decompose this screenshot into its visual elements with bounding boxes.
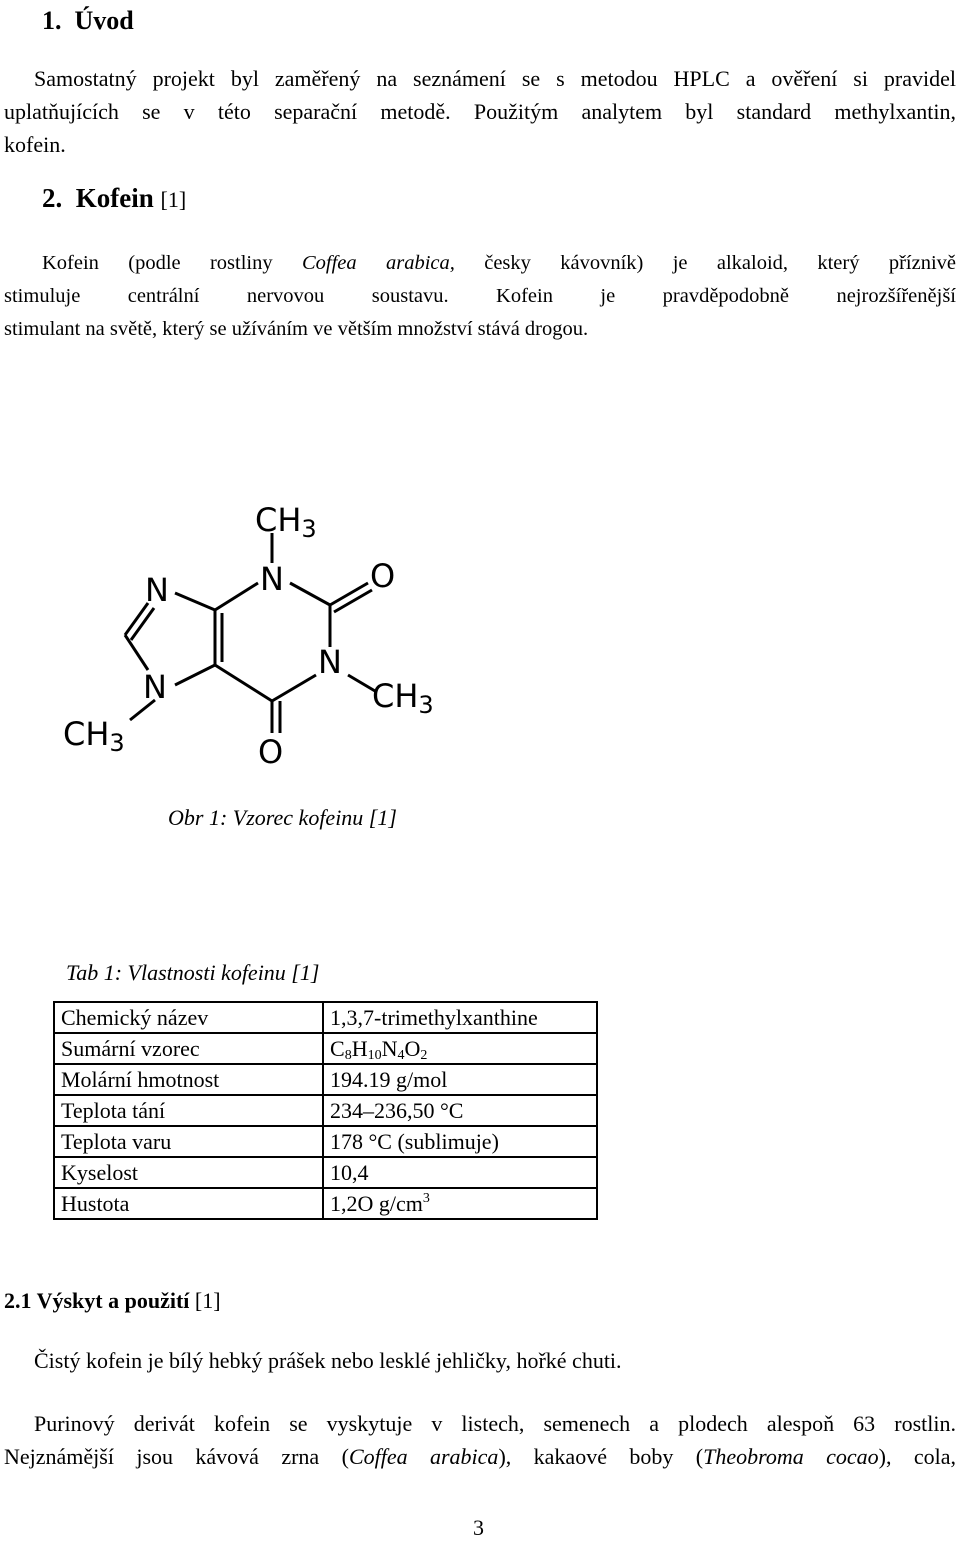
kofein-text: česky kávovník) je alkaloid, který příznivě <box>484 252 956 274</box>
atom-o-carbonyl-bottom: O <box>258 733 284 771</box>
bond <box>125 635 148 670</box>
kofein-line-3: stimulant na světě, který se užíváním ve větším množství stává drogou. <box>4 318 589 340</box>
heading-title: Kofein <box>75 183 154 213</box>
row-label: Chemický název <box>54 1002 323 1033</box>
row-label: Hustota <box>54 1188 323 1219</box>
heading-kofein <box>42 183 186 214</box>
heading-title: Úvod <box>74 6 134 35</box>
pure-caffeine-paragraph: Čistý kofein je bílý hebký prášek nebo lesklé jehličky, hořké chuti. <box>34 1348 622 1373</box>
density-exponent: 3 <box>422 1191 430 1206</box>
intro-line-2: uplatňujících se v této separační metodě. Použitým analytem byl standard methylxantin, <box>4 99 956 124</box>
intro-line-1: Samostatný projekt byl zaměřený na seznámení se s metodou HPLC a ověření si pravidel <box>34 66 956 91</box>
row-value: 1,3,7-trimethylxanthine <box>323 1002 597 1033</box>
row-label: Kyselost <box>54 1157 323 1188</box>
bond <box>215 583 258 610</box>
purine-text: Nejznámější jsou kávová zrna ( <box>4 1444 349 1469</box>
table-row <box>54 1002 597 1033</box>
table-row <box>54 1064 597 1095</box>
bond <box>290 583 330 605</box>
atom-n-top: N <box>260 560 284 598</box>
heading-reference: [1] <box>160 187 187 212</box>
row-value: 194.19 g/mol <box>323 1064 597 1095</box>
species-italic: Coffea arabica, <box>301 252 455 274</box>
row-label: Sumární vzorec <box>54 1033 323 1064</box>
kofein-line-2: stimuluje centrální nervovou soustavu. Kofein je pravděpodobně nejrozšířenější <box>4 285 956 307</box>
kofein-line-1 <box>4 247 956 280</box>
species-italic: Coffea arabica <box>348 1444 499 1469</box>
bond <box>175 665 215 685</box>
bond <box>215 665 272 701</box>
row-value <box>323 1188 597 1219</box>
kofein-paragraph <box>4 247 956 346</box>
row-label: Teplota tání <box>54 1095 323 1126</box>
properties-table <box>53 1001 598 1220</box>
atom-n-imidazole-top: N <box>145 571 169 609</box>
formula-subscript: 4 <box>397 1048 405 1063</box>
bond <box>348 675 375 691</box>
table-row <box>54 1188 597 1219</box>
figure-caption: Obr 1: Vzorec kofeinu [1] <box>168 805 397 830</box>
formula-subscript: 8 <box>344 1048 352 1063</box>
purine-paragraph <box>4 1407 956 1473</box>
caffeine-structure <box>50 495 450 775</box>
formula-element: H <box>351 1036 368 1061</box>
row-label: Molární hmotnost <box>54 1064 323 1095</box>
heading-reference: [1] <box>194 1288 221 1313</box>
heading-number: 2. <box>42 183 63 213</box>
formula-element: C <box>330 1036 345 1061</box>
purine-line-2 <box>4 1440 956 1473</box>
formula-subscript: 2 <box>420 1048 428 1063</box>
atom-n-right: N <box>318 643 342 681</box>
atom-ch3-top: CH3 <box>255 501 317 543</box>
purine-text: ), kakaové boby ( <box>498 1444 704 1469</box>
atom-o-carbonyl-top: O <box>370 557 396 595</box>
heading-title: 2.1 Výskyt a použití <box>4 1288 190 1313</box>
bond <box>175 593 215 610</box>
purine-text: ), cola, <box>878 1444 957 1469</box>
intro-line-3: kofein. <box>4 132 66 157</box>
density-value: 1,2O g/cm <box>330 1191 423 1216</box>
table-row <box>54 1157 597 1188</box>
heading-number: 1. <box>42 6 62 35</box>
table-caption: Tab 1: Vlastnosti kofeinu [1] <box>66 960 320 985</box>
table-row <box>54 1033 597 1064</box>
heading-uvod <box>42 6 134 36</box>
species-italic: Theobroma cocao <box>703 1444 879 1469</box>
bond <box>272 675 316 701</box>
row-value: 10,4 <box>323 1157 597 1188</box>
table-row <box>54 1095 597 1126</box>
purine-line-1: Purinový derivát kofein se vyskytuje v listech, semenech a plodech alespoň 63 rostlin. <box>34 1411 956 1436</box>
atom-ch3-right: CH3 <box>372 677 434 719</box>
formula-subscript: 10 <box>367 1048 382 1063</box>
heading-vyskyt <box>4 1288 221 1314</box>
atom-n-imidazole-bottom: N <box>143 668 167 706</box>
atom-ch3-left: CH3 <box>63 715 125 757</box>
page-number: 3 <box>473 1515 484 1540</box>
row-value-formula <box>323 1033 597 1064</box>
kofein-text: Kofein (podle rostliny <box>42 252 273 274</box>
row-label: Teplota varu <box>54 1126 323 1157</box>
formula-element: N <box>381 1036 398 1061</box>
table-row <box>54 1126 597 1157</box>
row-value: 234–236,50 °C <box>323 1095 597 1126</box>
row-value: 178 °C (sublimuje) <box>323 1126 597 1157</box>
formula-element: O <box>404 1036 421 1061</box>
intro-paragraph <box>4 62 956 161</box>
